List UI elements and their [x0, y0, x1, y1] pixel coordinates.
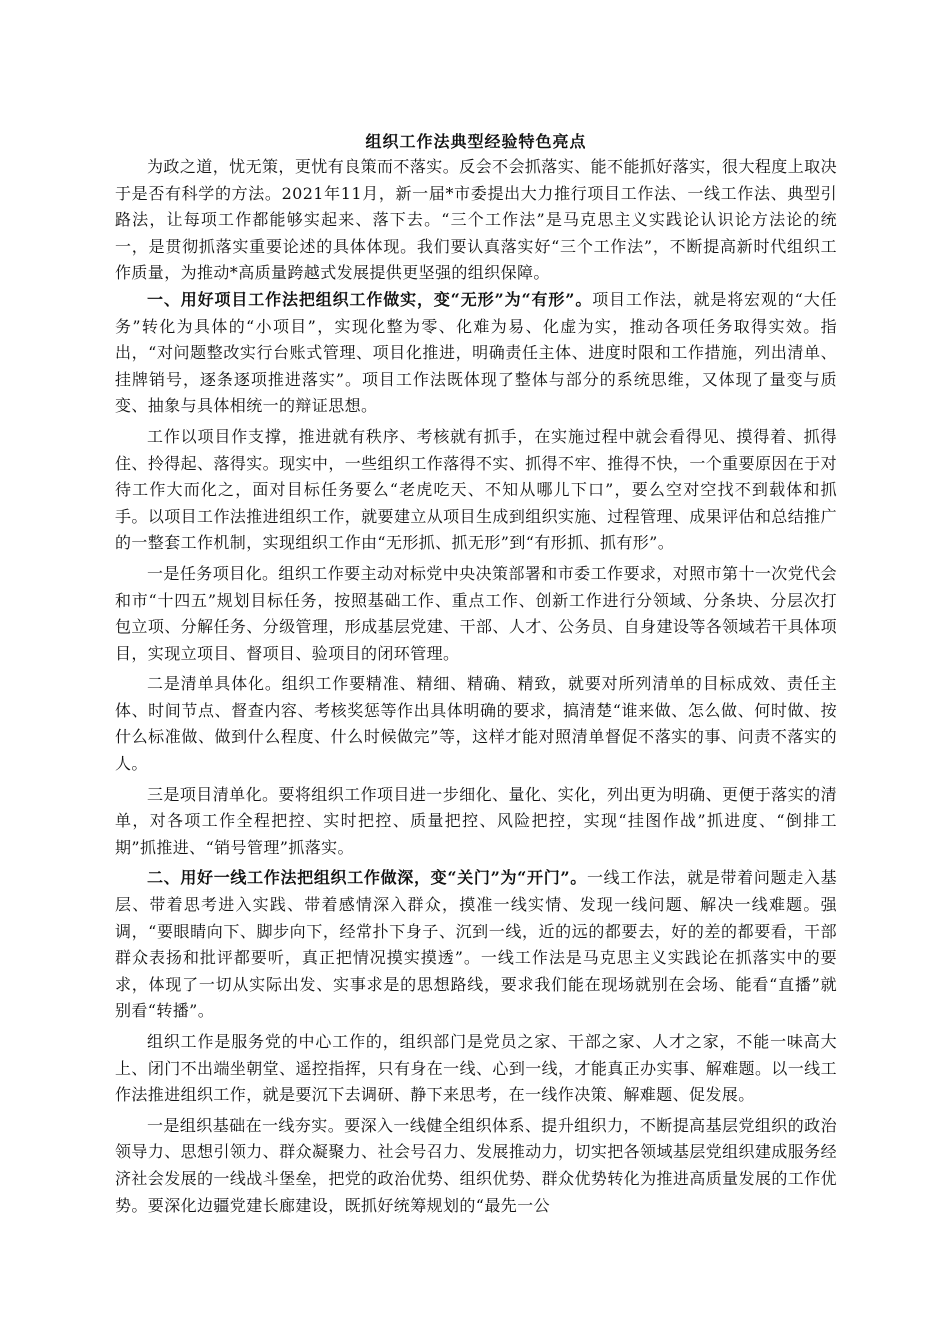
- paragraph-body: [115, 424, 837, 557]
- paragraph-body: [115, 782, 837, 862]
- document-page: [115, 130, 837, 1219]
- paragraph-body: [115, 1113, 837, 1219]
- paragraph-text: 一是任务项目化。组织工作要主动对标党中央决策部署和市委工作要求，对照市第十一次党代会和市“十四五”规划目标任务，按照基础工作、重点工作、创新工作进行分领域、分条块、分层次打包立项、分解任务、分级管理，形成基层党建、干部、人才、公务员、自身建设等各领域若干具体项目，实现立项目、督项目、验项目的闭环管理。: [115, 563, 837, 663]
- paragraph-text: 工作以项目作支撑，推进就有秩序、考核就有抓手，在实施过程中就会看得见、摸得着、抓得住、拎得起、落得实。现实中，一些组织工作落得不实、抓得不牢、推得不快，一个重要原因在于对待工作大而化之，面对目标任务要么“老虎吃天、不知从哪儿下口”，要么空对空找不到载体和抓手。以项目工作法推进组织工作，就要建立从项目生成到组织实施、过程管理、成果评估和总结推广的一整套工作机制，实现组织工作由“无形抓、抓无形”到“有形抓、抓有形”。: [115, 426, 837, 553]
- paragraph-text: 为政之道，忧无策，更忧有良策而不落实。反会不会抓落实、能不能抓好落实，很大程度上取决于是否有科学的方法。2021年11月，新一届*市委提出大力推行项目工作法、一线工作法、典型引路法，让每项工作都能够实起来、落下去。“三个工作法”是马克思主义实践论认识论方法论的统一，是贯彻抓落实重要论述的具体体现。我们要认真落实好“三个工作法”，不断提高新时代组织工作质量，为推动*高质量跨越式发展提供更坚强的组织保障。: [115, 157, 837, 283]
- section-heading: 一、用好项目工作法把组织工作做实，变“无形”为“有形”。: [147, 289, 593, 309]
- paragraph-text: 三是项目清单化。要将组织工作项目进一步细化、量化、实化，列出更为明确、更便于落实的清单，对各项工作全程把控、实时把控、质量把控、风险把控，实现“挂图作战”抓进度、“倒排工期”抓推进、“销号管理”抓落实。: [115, 784, 837, 857]
- paragraph-intro: [115, 154, 837, 287]
- paragraph-body: [115, 671, 837, 777]
- document-title: 组织工作法典型经验特色亮点: [365, 132, 587, 151]
- paragraph-text: 项目工作法，就是将宏观的“大任务”转化为具体的“小项目”，实现化整为零、化难为易、化虚为实，推动各项任务取得实效。指出，“对问题整改实行台账式管理、项目化推进，明确责任主体、进度时限和工作措施，列出清单、挂牌销号，逐条逐项推进落实”。项目工作法既体现了整体与部分的系统思维，又体现了量变与质变、抽象与具体相统一的辩证思想。: [115, 289, 837, 416]
- paragraph-section-1: [115, 287, 837, 420]
- paragraph-section-2: [115, 865, 837, 1025]
- paragraph-text: 二是清单具体化。组织工作要精准、精细、精确、精致，就要对所列清单的目标成效、责任主体、时间节点、督查内容、考核奖惩等作出具体明确的要求，搞清楚“谁来做、怎么做、何时做、按什么标准做、做到什么程度、什么时候做完”等，这样才能对照清单督促不落实的事、问责不落实的人。: [115, 674, 837, 774]
- paragraph-text: 一是组织基础在一线夯实。要深入一线健全组织体系、提升组织力，不断提高基层党组织的政治领导力、思想引领力、群众凝聚力、社会号召力、发展推动力，切实把各领域基层党组织建成服务经济社会发展的一线战斗堡垒，把党的政治优势、组织优势、群众优势转化为推进高质量发展的工作优势。要深化边疆党建长廊建设，既抓好统筹规划的“最先一公: [115, 1115, 837, 1215]
- paragraph-text: 组织工作是服务党的中心工作的，组织部门是党员之家、干部之家、人才之家，不能一味高大上、闭门不出端坐朝堂、遥控指挥，只有身在一线、心到一线，才能真正办实事、解难题。以一线工作法推进组织工作，就是要沉下去调研、静下来思考，在一线作决策、解难题、促发展。: [115, 1032, 837, 1105]
- paragraph-body: [115, 561, 837, 667]
- paragraph-body: [115, 1029, 837, 1109]
- paragraph-text: 一线工作法，就是带着问题走入基层、带着思考进入实践、带着感情深入群众，摸准一线实情、发现一线问题、解决一线难题。强调，“要眼睛向下、脚步向下，经常扑下身子、沉到一线，近的远的都要去，好的差的都要看，干部群众表扬和批评都要听，真正把情况摸实摸透”。一线工作法是马克思主义实践论在抓落实中的要求，体现了一切从实际出发、实事求是的思想路线，要求我们能在现场就别在会场、能看“直播”就别看“转播”。: [115, 868, 837, 1021]
- section-heading: 二、用好一线工作法把组织工作做深，变“关门”为“开门”。: [147, 868, 587, 888]
